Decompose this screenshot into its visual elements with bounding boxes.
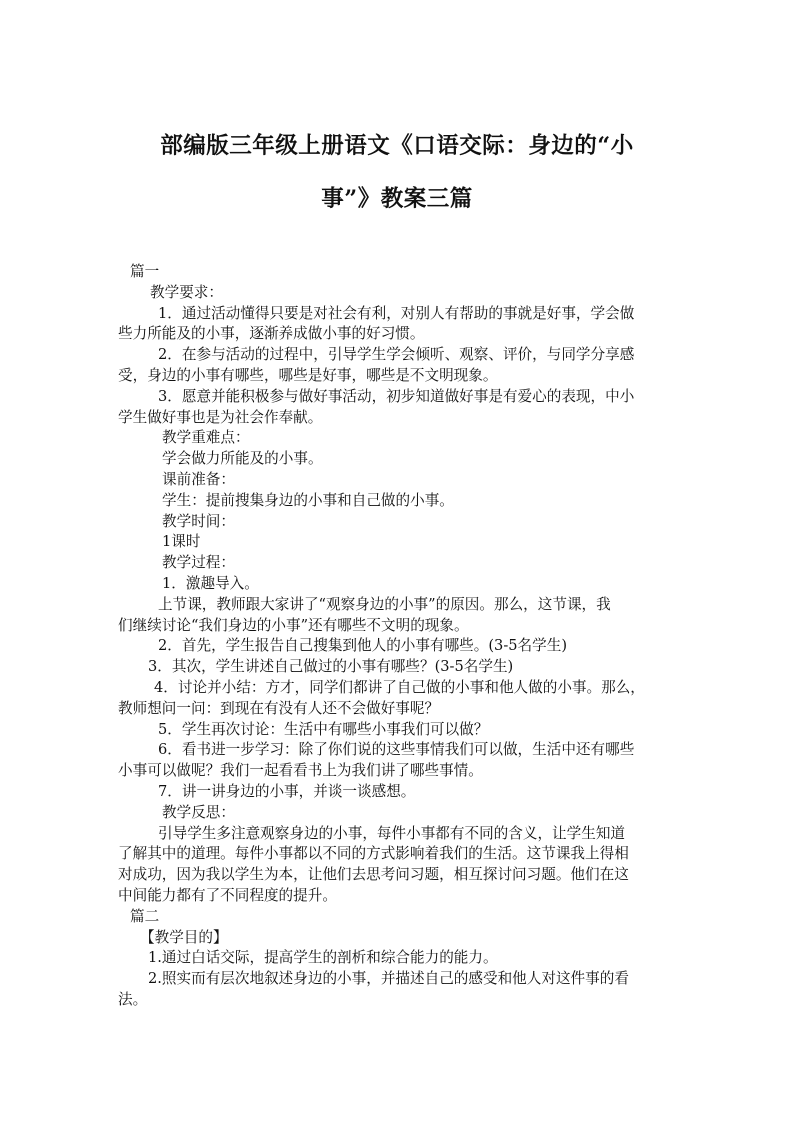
paragraph-line: 学会做力所能及的小事。 <box>162 450 323 468</box>
paragraph-line: 6．看书进一步学习：除了你们说的这些事情我们可以做，生活中还有哪些 <box>158 741 635 759</box>
paragraph-line: 受，身边的小事有哪些，哪些是好事，哪些是不文明现象。 <box>118 366 498 384</box>
section-heading: 篇一 <box>130 263 160 280</box>
paragraph-line: 2．首先，学生报告自己搜集到他人的小事有哪些。(3-5名学生) <box>158 637 568 655</box>
paragraph-line: 5．学生再次讨论：生活中有哪些小事我们可以做？ <box>158 720 489 738</box>
paragraph-line: 教师想问一问：到现在有没有人还不会做好事呢？ <box>118 699 440 717</box>
paragraph-line: 学生做好事也是为社会作奉献。 <box>118 408 323 426</box>
paragraph-line: 们继续讨论“我们身边的小事”还有哪些不文明的现象。 <box>118 616 469 634</box>
paragraph-line: 1课时 <box>162 533 201 551</box>
subheading: 教学重难点： <box>162 429 250 447</box>
paragraph-line: 对成功，因为我以学生为本，让他们去思考问习题，相互探讨问习题。他们在这 <box>118 866 629 884</box>
paragraph-line: 1．激趣导入。 <box>162 574 259 592</box>
subheading: 【教学目的】 <box>140 928 228 946</box>
paragraph-line: 2．在参与活动的过程中，引导学生学会倾听、观察、评价，与同学分享感 <box>158 346 635 364</box>
paragraph-line: 引导学生多注意观察身边的小事，每件小事都有不同的含义，让学生知道 <box>158 824 626 842</box>
paragraph-line: 小事可以做呢？我们一起看看书上为我们讲了哪些事情。 <box>118 762 483 780</box>
document-body <box>118 262 678 1011</box>
paragraph-line: 2.照实而有层次地叙述身边的小事，并描述自己的感受和他人对这件事的看 <box>148 970 629 988</box>
document-title-line-1: 部编版三年级上册语文《口语交际：身边的“小 <box>160 133 634 159</box>
paragraph-line: 3．其次，学生讲述自己做过的小事有哪些？(3-5名学生) <box>148 658 514 676</box>
subheading: 教学时间： <box>162 512 235 530</box>
section-heading: 篇二 <box>130 907 160 925</box>
subheading: 教学要求： <box>150 283 223 301</box>
paragraph-line: 1.通过白话交际，提高学生的剖析和综合能力的能力。 <box>148 949 498 967</box>
paragraph-line: 7．讲一讲身边的小事，并谈一谈感想。 <box>158 782 416 800</box>
paragraph-line: 4．讨论并小结：方才，同学们都讲了自己做的小事和他人做的小事。那么， <box>154 678 645 696</box>
paragraph-line: 了解其中的道理。每件小事都以不同的方式影响着我们的生活。这节课我上得相 <box>118 845 629 863</box>
paragraph-line: 中间能力都有了不同程度的提升。 <box>118 886 337 904</box>
paragraph-line: 1．通过活动懂得只要是对社会有利，对别人有帮助的事就是好事，学会做 <box>158 304 635 322</box>
subheading: 教学反思： <box>162 803 235 821</box>
subheading: 教学过程： <box>162 554 235 572</box>
document-title-line-2: 事”》教案三篇 <box>321 186 473 212</box>
paragraph-line: 些力所能及的小事，逐渐养成做小事的好习惯。 <box>118 325 425 343</box>
paragraph-line: 学生：提前搜集身边的小事和自己做的小事。 <box>162 491 454 509</box>
paragraph-line: 3．愿意并能积极参与做好事活动，初步知道做好事是有爱心的表现，中小 <box>158 387 635 405</box>
paragraph-line: 法。 <box>118 990 148 1008</box>
paragraph-line: 上节课，教师跟大家讲了“观察身边的小事”的原因。那么，这节课，我 <box>158 595 611 613</box>
subheading: 课前准备： <box>162 470 235 488</box>
